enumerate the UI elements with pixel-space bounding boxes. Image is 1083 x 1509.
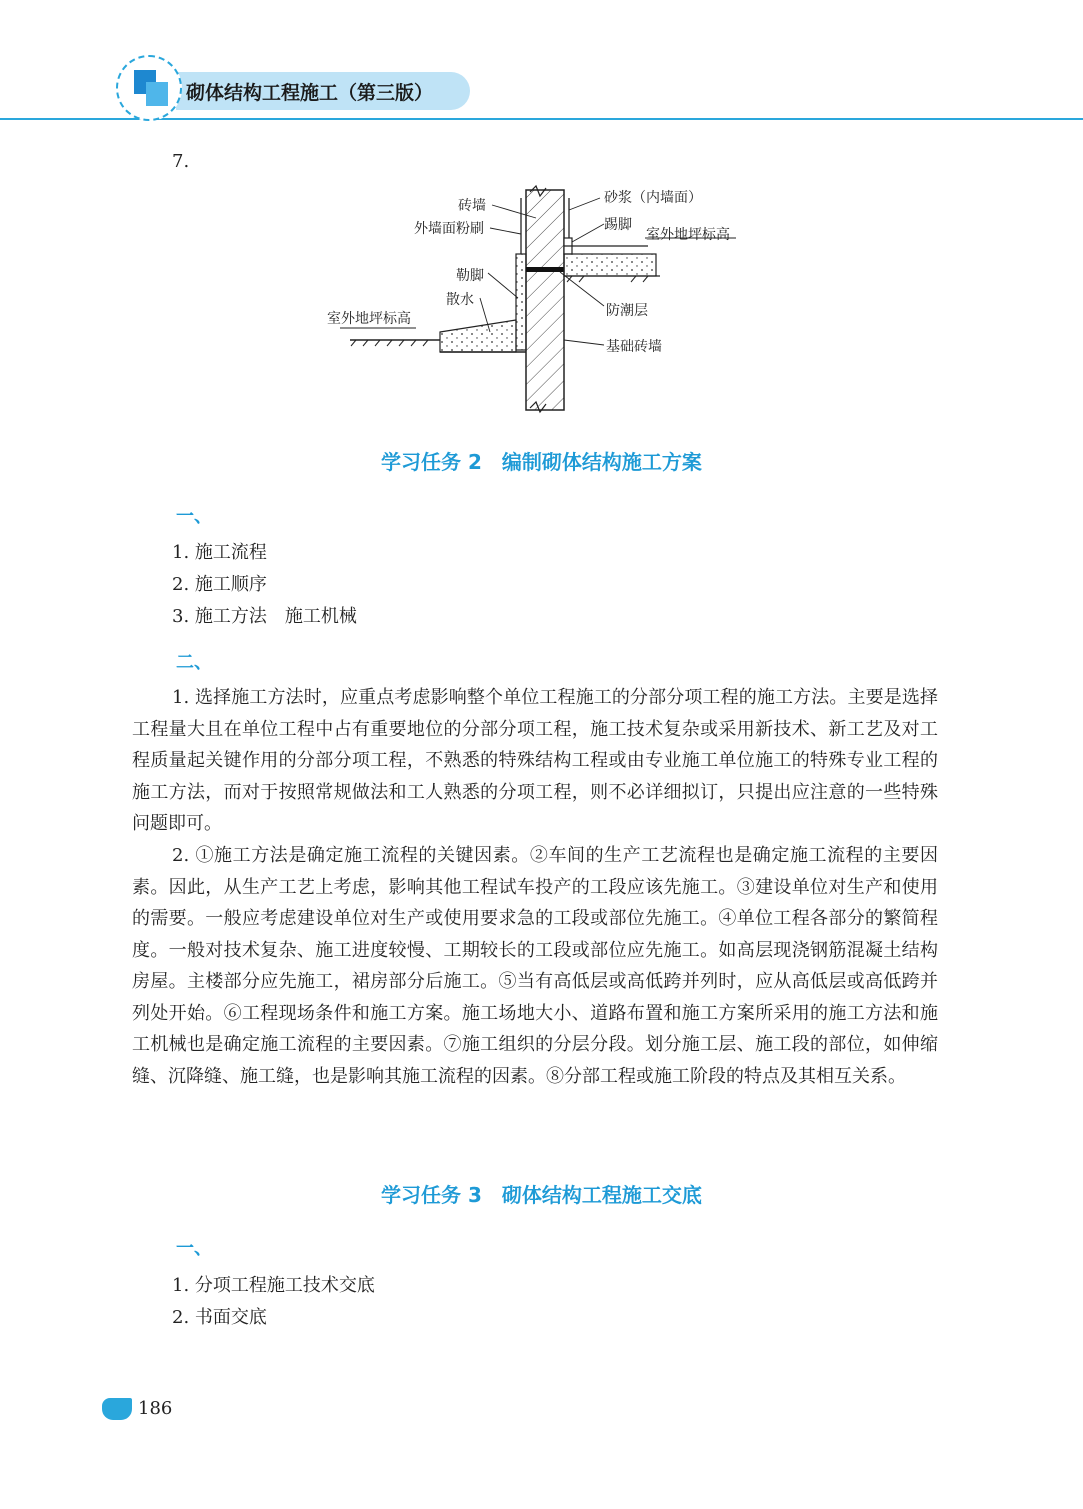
- brick-wall: [526, 190, 564, 410]
- label-exterior-plaster: 外墙面粉刷: [414, 221, 484, 237]
- task3-section1-heading: 一、: [176, 1238, 212, 1259]
- task2-section1-heading: 一、: [176, 506, 212, 527]
- list-item: 1. 分项工程施工技术交底: [172, 1275, 375, 1296]
- page-tab-icon: [102, 1398, 132, 1420]
- task2-title: 学习任务 2 编制砌体结构施工方案: [381, 450, 702, 474]
- paragraph-1: 1. 选择施工方法时，应重点考虑影响整个单位工程施工的分部分项工程的施工方法。主要是选择工程量大且在单位工程中占有重要地位的分部分项工程，施工技术复杂或采用新技术、新工艺及对工程质量起关键作用的分部分项工程，不熟悉的特殊结构工程或由专业施工单位施工的特殊专业工程的施工方法，而对于按照常规做法和工人熟悉的分项工程，则不必详细拟订，只提出应注意的一些特殊问题即可。: [132, 687, 938, 834]
- logo-block-light: [146, 82, 168, 106]
- wall-section-diagram: [340, 180, 760, 420]
- label-skirting: 踢脚: [604, 217, 632, 233]
- interior-floor: [564, 254, 656, 276]
- paragraph-2: 2. ①施工方法是确定施工流程的关键因素。②车间的生产工艺流程也是确定施工流程的主要因素。因此，从生产工艺上考虑，影响其他工程试车投产的工段应该先施工。③建设单位对生产和使用的需要。一般应考虑建设单位对生产或使用要求急的工段或部位先施工。④单位工程各部分的繁简程度。一般对技术复杂、施工进度较慢、工期较长的工段或部位应先施工。如高层现浇钢筋混凝土结构房屋。主楼部分应先施工，裙房部分后施工。⑤当有高低层或高低跨并列时，应从高低层或高低跨并列处开始。⑥工程现场条件和施工方案。施工场地大小、道路布置和施工方案所采用的施工方法和施工机械也是确定施工流程的主要因素。⑦施工组织的分层分段。划分施工层、施工段的部位，如伸缩缝、沉降缝、施工缝，也是影响其施工流程的因素。⑧分部工程或施工阶段的特点及其相互关系。: [132, 845, 938, 1087]
- list-item: 2. 书面交底: [172, 1307, 267, 1328]
- label-damp-proof: 防潮层: [606, 303, 648, 319]
- apron: [440, 320, 516, 352]
- label-indoor-floor-level: 室外地坪标高: [646, 227, 730, 243]
- task2-section2-heading: 二、: [176, 652, 212, 673]
- label-mortar-interior: 砂浆（内墙面）: [604, 190, 702, 206]
- list-item: 1. 施工流程: [172, 542, 267, 563]
- plinth: [516, 254, 526, 350]
- page-number: 186: [138, 1398, 173, 1419]
- header-rule: [0, 118, 1083, 120]
- label-plinth: 勒脚: [456, 268, 484, 284]
- damp-proof-course: [526, 267, 564, 272]
- item-number: 7.: [172, 151, 190, 172]
- list-item: 3. 施工方法 施工机械: [172, 606, 357, 627]
- label-apron: 散水: [446, 292, 474, 308]
- label-outdoor-ground-level: 室外地坪标高: [327, 311, 411, 327]
- book-title: 砌体结构工程施工（第三版）: [186, 82, 434, 104]
- list-item: 2. 施工顺序: [172, 574, 267, 595]
- label-brick-wall: 砖墙: [458, 198, 486, 214]
- task3-title: 学习任务 3 砌体结构工程施工交底: [381, 1183, 702, 1207]
- label-foundation-wall: 基础砖墙: [606, 339, 662, 355]
